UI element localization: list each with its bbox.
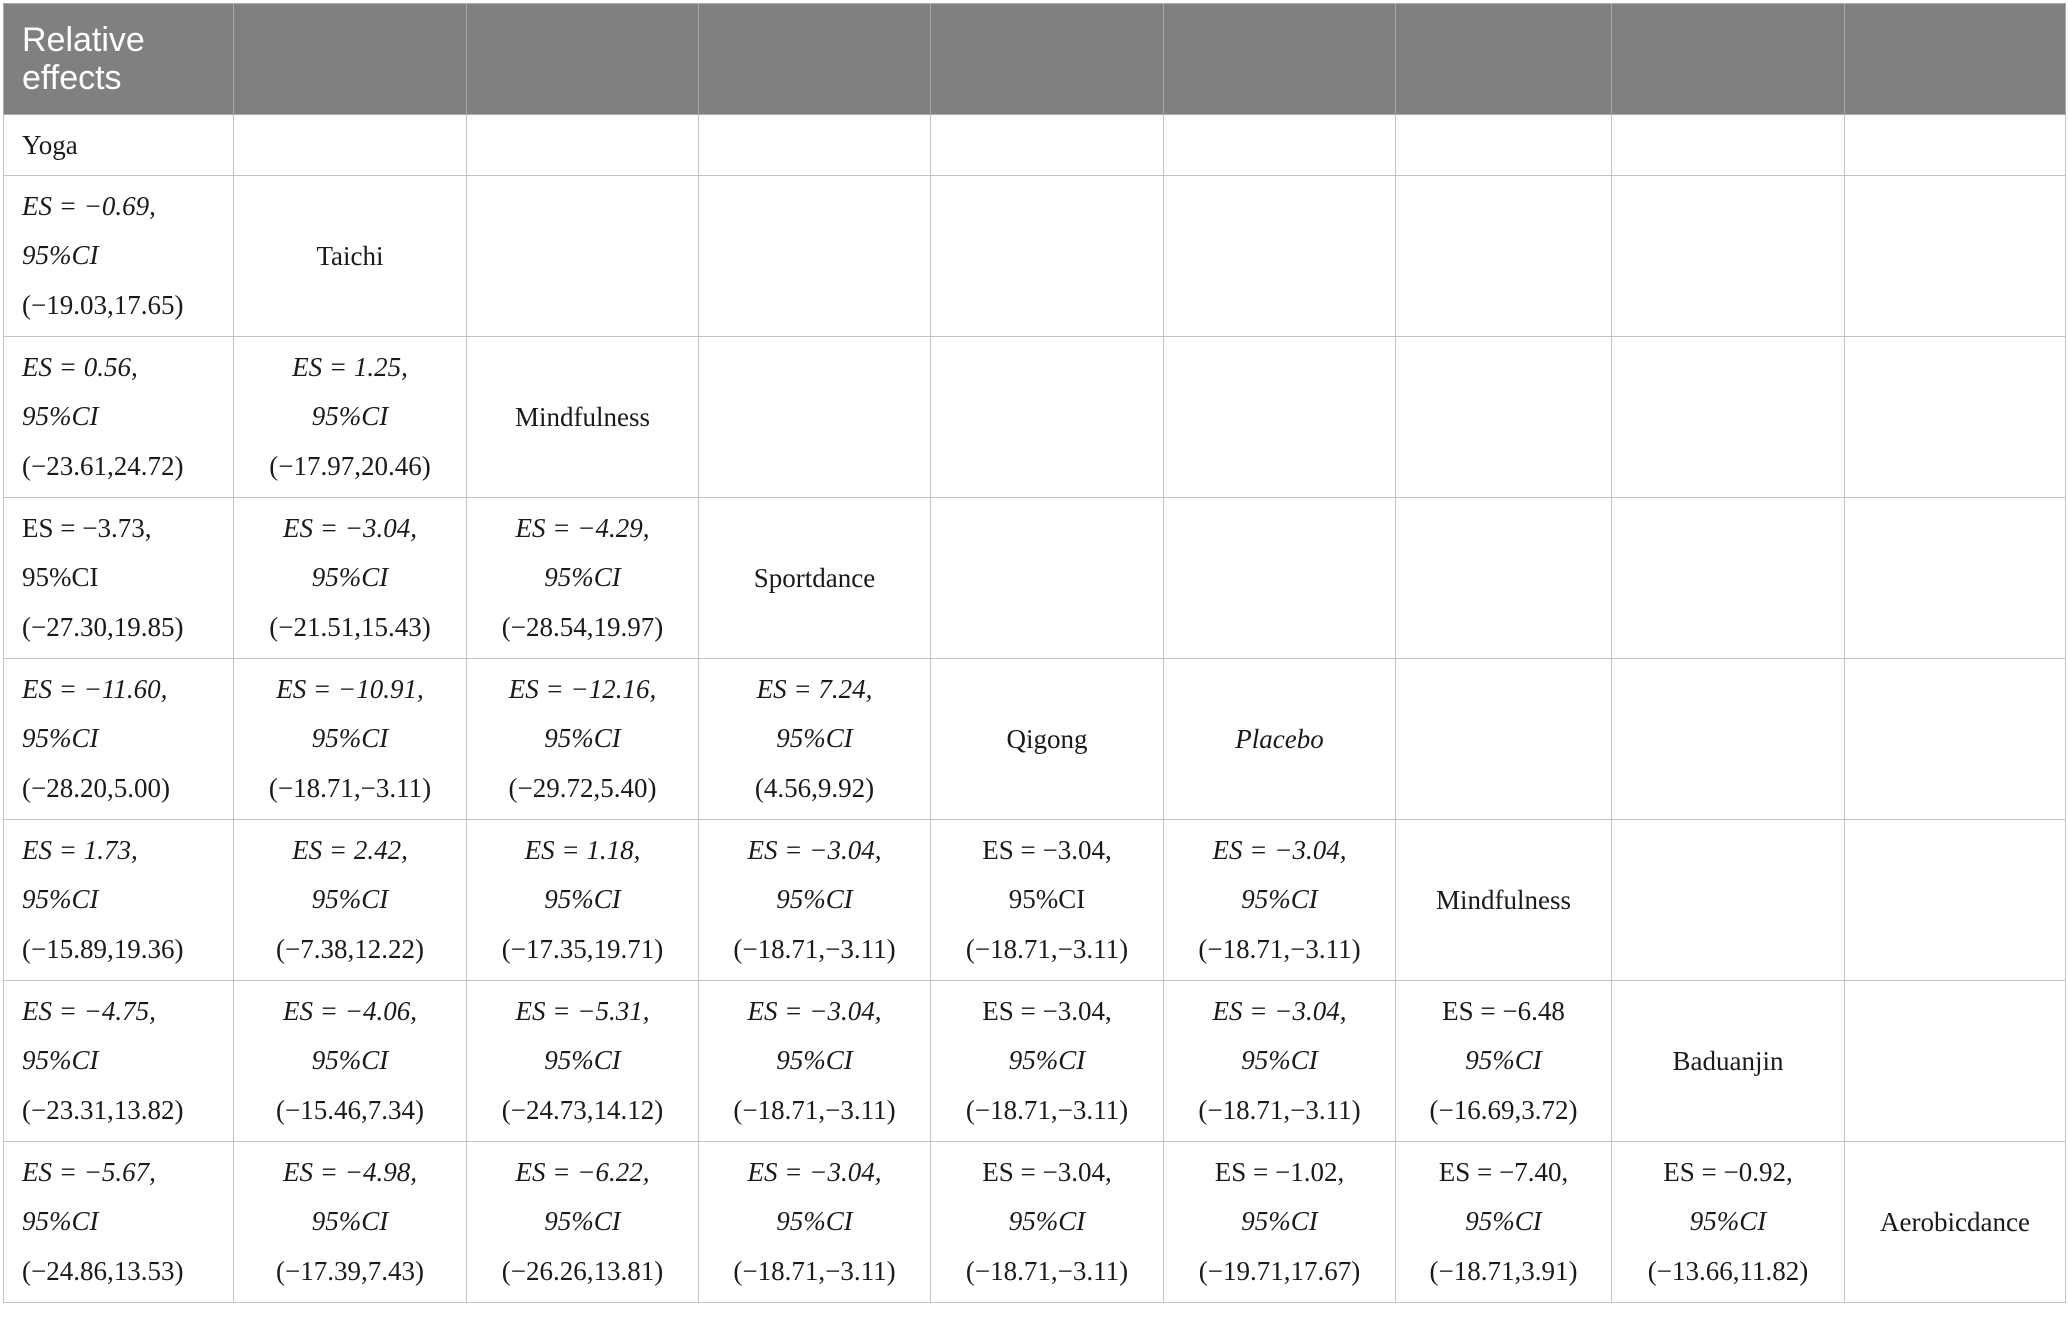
treatment-label: Mindfulness [515, 402, 650, 432]
treatment-label: Taichi [316, 241, 384, 271]
ci-range: (−15.46,7.34) [276, 1094, 424, 1125]
effect-size-cell [467, 820, 699, 981]
effect-size-value: ES = −7.40, [1438, 1156, 1569, 1187]
empty-cell [1164, 176, 1396, 337]
effect-size-cell [699, 1142, 931, 1303]
ci-range: (−18.71,−3.11) [733, 933, 896, 964]
empty-cell [1612, 176, 1845, 337]
treatment-label-cell [467, 337, 699, 498]
ci-label: 95%CI [776, 1045, 853, 1076]
effect-size-value: ES = −0.92, [1663, 1156, 1793, 1187]
header-cell [234, 4, 467, 115]
effect-size-value: ES = −11.60, [22, 673, 168, 704]
ci-range: (−23.31,13.82) [22, 1094, 184, 1125]
empty-cell [931, 176, 1164, 337]
ci-range: (−26.26,13.81) [501, 1255, 664, 1286]
ci-label: 95%CI [22, 240, 99, 271]
ci-range: (−18.71,−3.11) [268, 772, 432, 803]
effect-size-cell [931, 981, 1164, 1142]
effect-size-cell [699, 659, 931, 820]
effect-size-cell [234, 981, 467, 1142]
treatment-label-cell [699, 498, 931, 659]
ci-range: (−24.73,14.12) [501, 1094, 664, 1125]
ci-label: 95%CI [22, 723, 99, 754]
table-row [4, 337, 2066, 498]
empty-cell [1612, 820, 1845, 981]
treatment-label-cell [1164, 659, 1396, 820]
effect-size-cell [4, 981, 234, 1142]
header-cell [931, 4, 1164, 115]
ci-label: 95%CI [1008, 884, 1086, 915]
ci-range: (−17.35,19.71) [501, 933, 664, 964]
relative-effects-table [3, 3, 2066, 1303]
ci-label: 95%CI [22, 1045, 99, 1076]
table-row [4, 498, 2066, 659]
empty-cell [1396, 498, 1612, 659]
ci-label: 95%CI [544, 1206, 621, 1237]
effect-size-cell [234, 337, 467, 498]
effect-size-value: ES = 1.18, [524, 834, 641, 865]
empty-cell [1845, 659, 2066, 820]
empty-cell [1845, 176, 2066, 337]
empty-cell [1845, 115, 2066, 176]
ci-label: 95%CI [22, 1206, 99, 1237]
ci-label: 95%CI [311, 723, 389, 754]
empty-cell [931, 337, 1164, 498]
effect-size-cell [4, 659, 234, 820]
effect-size-cell [4, 337, 234, 498]
empty-cell [1612, 115, 1845, 176]
empty-cell [1612, 659, 1845, 820]
effect-size-cell [467, 981, 699, 1142]
table-row [4, 176, 2066, 337]
ci-range: (−27.30,19.85) [22, 611, 184, 642]
effect-size-cell [234, 498, 467, 659]
header-cell [467, 4, 699, 115]
empty-cell [1612, 337, 1845, 498]
ci-range: (−19.71,17.67) [1198, 1255, 1361, 1286]
empty-cell [1845, 337, 2066, 498]
effect-size-cell [699, 820, 931, 981]
treatment-label: Sportdance [753, 563, 876, 593]
ci-range: (−15.89,19.36) [22, 933, 184, 964]
empty-cell [931, 498, 1164, 659]
effect-size-value: ES = −3.04, [982, 1156, 1112, 1187]
ci-range: (−24.86,13.53) [22, 1255, 184, 1286]
ci-label: 95%CI [776, 1206, 853, 1237]
effect-size-value: ES = −3.04, [747, 995, 882, 1026]
effect-size-value: ES = −3.04, [747, 834, 882, 865]
header-cell [1612, 4, 1845, 115]
effect-size-value: ES = −3.04, [1212, 834, 1347, 865]
effect-size-cell [467, 659, 699, 820]
ci-label: 95%CI [22, 884, 99, 915]
ci-label: 95%CI [1241, 884, 1318, 915]
treatment-label-cell [1396, 820, 1612, 981]
header-cell [699, 4, 931, 115]
effect-size-cell [1164, 981, 1396, 1142]
ci-label: 95%CI [1465, 1206, 1542, 1237]
effect-size-cell [4, 498, 234, 659]
table-body [4, 115, 2066, 1303]
ci-range: (−17.97,20.46) [269, 450, 431, 481]
effect-size-value: ES = 0.56, [22, 351, 138, 382]
effect-size-value: ES = −4.29, [515, 512, 650, 543]
empty-cell [467, 176, 699, 337]
effect-size-value: ES = −3.04, [982, 995, 1112, 1026]
effect-size-cell [1164, 820, 1396, 981]
header-cell: Relative effects [4, 4, 234, 115]
ci-label: 95%CI [1241, 1206, 1318, 1237]
ci-range: (4.56,9.92) [754, 772, 875, 803]
ci-range: (−28.20,5.00) [22, 772, 170, 803]
empty-cell [1396, 659, 1612, 820]
ci-label: 95%CI [311, 1206, 389, 1237]
ci-label: 95%CI [1465, 1045, 1542, 1076]
ci-range: (−28.54,19.97) [501, 611, 664, 642]
empty-cell [467, 115, 699, 176]
treatment-label: Aerobicdance [1880, 1207, 2030, 1237]
effect-size-value: ES = −5.31, [515, 995, 650, 1026]
empty-cell [1396, 115, 1612, 176]
effect-size-cell [4, 176, 234, 337]
header-cell [1396, 4, 1612, 115]
empty-cell [931, 115, 1164, 176]
effect-size-cell [234, 659, 467, 820]
ci-range: (−29.72,5.40) [508, 772, 657, 803]
effect-size-value: ES = −4.98, [283, 1156, 417, 1187]
empty-cell [1396, 176, 1612, 337]
ci-range: (−21.51,15.43) [269, 611, 431, 642]
empty-cell [234, 115, 467, 176]
effect-size-value: ES = −1.02, [1214, 1156, 1345, 1187]
effect-size-cell [467, 498, 699, 659]
ci-range: (−18.71,−3.11) [965, 1094, 1129, 1125]
ci-range: (−18.71,−3.11) [733, 1255, 896, 1286]
effect-size-value: ES = −4.06, [283, 995, 417, 1026]
ci-range: (−17.39,7.43) [276, 1255, 424, 1286]
ci-label: 95%CI [22, 562, 99, 593]
empty-cell [1396, 337, 1612, 498]
ci-range: (−13.66,11.82) [1647, 1255, 1809, 1286]
treatment-label: Placebo [1235, 724, 1324, 754]
ci-range: (−18.71,−3.11) [1198, 933, 1361, 964]
empty-cell [1612, 498, 1845, 659]
empty-cell [1845, 981, 2066, 1142]
effect-size-value: ES = 2.42, [292, 834, 408, 865]
effect-size-cell [1396, 1142, 1612, 1303]
effect-size-value: ES = −0.69, [22, 190, 156, 221]
ci-range: (−18.71,−3.11) [733, 1094, 896, 1125]
effect-size-value: ES = −6.22, [515, 1156, 650, 1187]
empty-cell [1164, 498, 1396, 659]
effect-size-value: ES = 7.24, [756, 673, 873, 704]
ci-label: 95%CI [311, 884, 389, 915]
ci-label: 95%CI [311, 401, 389, 432]
effect-size-cell [1612, 1142, 1845, 1303]
ci-label: 95%CI [311, 1045, 389, 1076]
header-cell [1164, 4, 1396, 115]
effect-size-value: ES = −10.91, [276, 673, 424, 704]
ci-range: (−19.03,17.65) [22, 289, 184, 320]
empty-cell [1845, 498, 2066, 659]
treatment-label: Yoga [22, 130, 78, 160]
effect-size-cell [1396, 981, 1612, 1142]
table-row [4, 820, 2066, 981]
ci-label: 95%CI [22, 401, 99, 432]
effect-size-value: ES = −3.04, [283, 512, 417, 543]
effect-size-cell [4, 1142, 234, 1303]
effect-size-cell [931, 820, 1164, 981]
effect-size-value: ES = −5.67, [22, 1156, 156, 1187]
ci-label: 95%CI [311, 562, 389, 593]
table-row [4, 115, 2066, 176]
treatment-label: Baduanjin [1672, 1046, 1784, 1076]
ci-label: 95%CI [544, 1045, 621, 1076]
treatment-label-cell [234, 176, 467, 337]
effect-size-value: ES = −4.75, [22, 995, 156, 1026]
header-cell [1845, 4, 2066, 115]
ci-range: (−16.69,3.72) [1429, 1094, 1578, 1125]
treatment-label-cell [4, 115, 234, 176]
treatment-label: Qigong [1006, 724, 1088, 754]
ci-label: 95%CI [1008, 1206, 1086, 1237]
empty-cell [699, 115, 931, 176]
effect-size-cell [234, 820, 467, 981]
effect-size-cell [931, 1142, 1164, 1303]
treatment-label: Mindfulness [1436, 885, 1571, 915]
ci-range: (−18.71,3.91) [1429, 1255, 1578, 1286]
effect-size-value: ES = −12.16, [508, 673, 657, 704]
effect-size-cell [234, 1142, 467, 1303]
ci-label: 95%CI [1241, 1045, 1318, 1076]
effect-size-value: ES = −3.04, [1212, 995, 1347, 1026]
ci-label: 95%CI [544, 884, 621, 915]
effect-size-cell [1164, 1142, 1396, 1303]
ci-range: (−18.71,−3.11) [1198, 1094, 1361, 1125]
effect-size-value: ES = −6.48 [1442, 995, 1565, 1026]
ci-range: (−23.61,24.72) [22, 450, 184, 481]
empty-cell [1845, 820, 2066, 981]
table-row [4, 1142, 2066, 1303]
header-row [4, 4, 2066, 115]
effect-size-value: ES = 1.25, [292, 351, 408, 382]
ci-label: 95%CI [776, 723, 853, 754]
empty-cell [1164, 337, 1396, 498]
treatment-label-cell [1845, 1142, 2066, 1303]
effect-size-cell [699, 981, 931, 1142]
ci-label: 95%CI [1689, 1206, 1767, 1237]
treatment-label-cell [931, 659, 1164, 820]
ci-range: (−18.71,−3.11) [965, 1255, 1129, 1286]
empty-cell [699, 337, 931, 498]
ci-label: 95%CI [1008, 1045, 1086, 1076]
ci-label: 95%CI [544, 562, 621, 593]
ci-range: (−18.71,−3.11) [965, 933, 1129, 964]
table-row [4, 981, 2066, 1142]
ci-label: 95%CI [776, 884, 853, 915]
effect-size-value: ES = −3.04, [982, 834, 1112, 865]
empty-cell [699, 176, 931, 337]
empty-cell [1164, 115, 1396, 176]
effect-size-cell [4, 820, 234, 981]
effect-size-value: ES = −3.04, [747, 1156, 882, 1187]
treatment-label-cell [1612, 981, 1845, 1142]
table-row [4, 659, 2066, 820]
effect-size-value: ES = 1.73, [22, 834, 138, 865]
ci-label: 95%CI [544, 723, 621, 754]
ci-range: (−7.38,12.22) [276, 933, 424, 964]
effect-size-value: ES = −3.73, [22, 512, 152, 543]
effect-size-cell [467, 1142, 699, 1303]
